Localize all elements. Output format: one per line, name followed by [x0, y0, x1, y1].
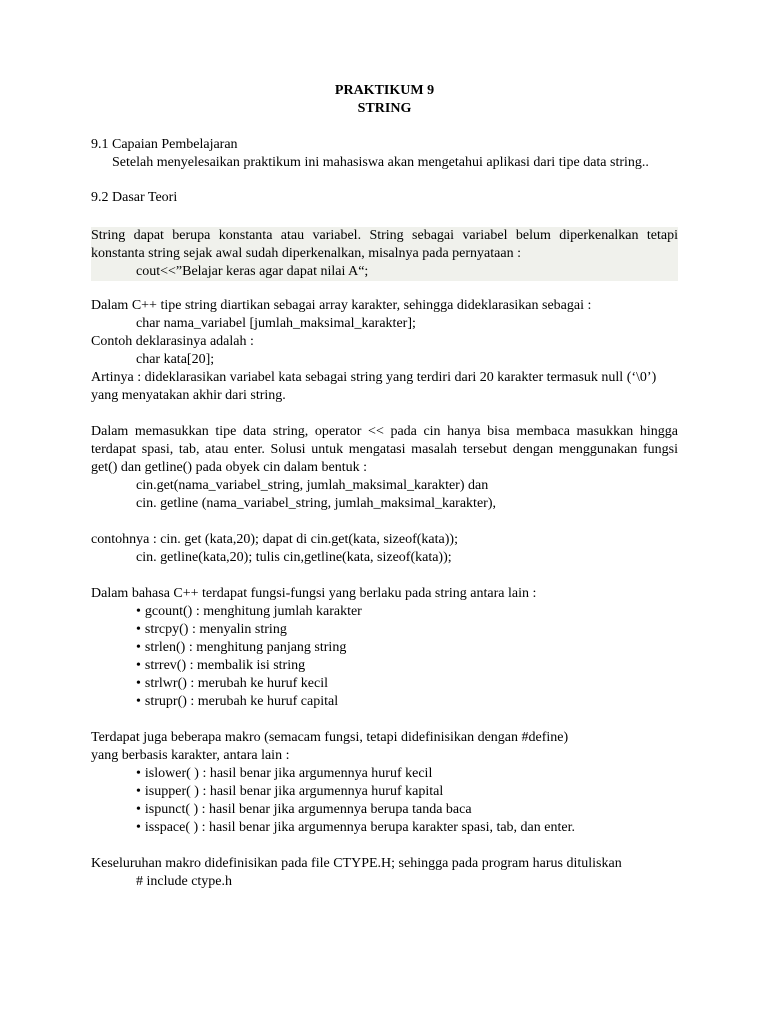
highlighted-block [91, 227, 678, 281]
functions-list [91, 603, 678, 711]
macros-list [91, 765, 678, 837]
input-paragraph: Dalam memasukkan tipe data string, operator << pada cin hanya bisa membaca masukkan hingga terdapat spasi, tab, atau enter. Solusi untuk mengatasi masalah tersebut dengan menggunakan fungsi get() dan getline() pada obyek cin dalam bentuk : [91, 424, 678, 475]
bullet-icon: • [136, 676, 141, 691]
macros-intro-1: Terdapat juga beberapa makro (semacam fungsi, tetapi didefinisikan dengan #define) [91, 730, 569, 745]
include-paragraph: Keseluruhan makro didefinisikan pada file CTYPE.H; sehingga pada program harus dituliskan [91, 856, 622, 871]
list-item: • isspace( ) : hasil benar jika argumennya berupa karakter spasi, tab, dan enter. [136, 820, 575, 835]
macros-intro-2: yang berbasis karakter, antara lain : [91, 748, 290, 763]
bullet-icon: • [136, 820, 141, 835]
bullet-icon: • [136, 604, 141, 619]
bullet-icon: • [136, 802, 141, 817]
section-heading-capaian: 9.1 Capaian Pembelajaran [91, 137, 238, 152]
bullet-icon: • [136, 766, 141, 781]
examples-line-1: contohnya : cin. get (kata,20); dapat di cin.get(kata, sizeof(kata)); [91, 532, 458, 547]
list-item: • isupper( ) : hasil benar jika argumennya huruf kapital [136, 784, 444, 799]
highlight-code-line: cout<<”Belajar keras agar dapat nilai A“; [136, 264, 369, 279]
functions-intro: Dalam bahasa C++ terdapat fungsi-fungsi yang berlaku pada string antara lain : [91, 586, 537, 601]
bullet-icon: • [136, 784, 141, 799]
list-item: • strcpy() : menyalin string [136, 622, 287, 637]
document-content [91, 82, 678, 891]
declaration-syntax: char nama_variabel [jumlah_maksimal_karakter]; [136, 316, 416, 331]
list-item: • gcount() : menghitung jumlah karakter [136, 604, 362, 619]
title-line-2: STRING [357, 101, 412, 116]
list-item: • strrev() : membalik isi string [136, 658, 306, 673]
examples-line-2: cin. getline(kata,20); tulis cin,getline(kata, sizeof(kata)); [136, 550, 452, 565]
section-heading-dasar-teori: 9.2 Dasar Teori [91, 190, 178, 205]
list-item: • strlwr() : merubah ke huruf kecil [136, 676, 329, 691]
list-item: • islower( ) : hasil benar jika argumennya huruf kecil [136, 766, 433, 781]
declaration-intro: Dalam C++ tipe string diartikan sebagai array karakter, sehingga dideklarasikan sebagai : [91, 298, 592, 313]
bullet-icon: • [136, 622, 141, 637]
bullet-icon: • [136, 694, 141, 709]
input-form-get: cin.get(nama_variabel_string, jumlah_maksimal_karakter) dan [136, 478, 489, 493]
declaration-example: char kata[20]; [136, 352, 215, 367]
declaration-example-label: Contoh deklarasinya adalah : [91, 334, 254, 349]
list-item: • strupr() : merubah ke huruf capital [136, 694, 339, 709]
title-line-1: PRAKTIKUM 9 [334, 83, 435, 98]
include-code-line: # include ctype.h [136, 874, 233, 889]
document-title [91, 82, 678, 118]
capaian-paragraph: Setelah menyelesaikan praktikum ini mahasiswa akan mengetahui aplikasi dari tipe data string.. [112, 155, 649, 170]
input-form-getline: cin. getline (nama_variabel_string, jumlah_maksimal_karakter), [136, 496, 496, 511]
bullet-icon: • [136, 640, 141, 655]
list-item: • strlen() : menghitung panjang string [136, 640, 347, 655]
bullet-icon: • [136, 658, 141, 673]
list-item: • ispunct( ) : hasil benar jika argumennya berupa tanda baca [136, 802, 472, 817]
declaration-explanation: Artinya : dideklarasikan variabel kata sebagai string yang terdiri dari 20 karakter termasuk null (‘\0’) yang menyatakan akhir dari string. [91, 370, 657, 403]
highlight-paragraph: String dapat berupa konstanta atau variabel. String sebagai variabel belum diperkenalkan tetapi konstanta string sejak awal sudah diperkenalkan, misalnya pada pernyataan : [91, 228, 678, 261]
